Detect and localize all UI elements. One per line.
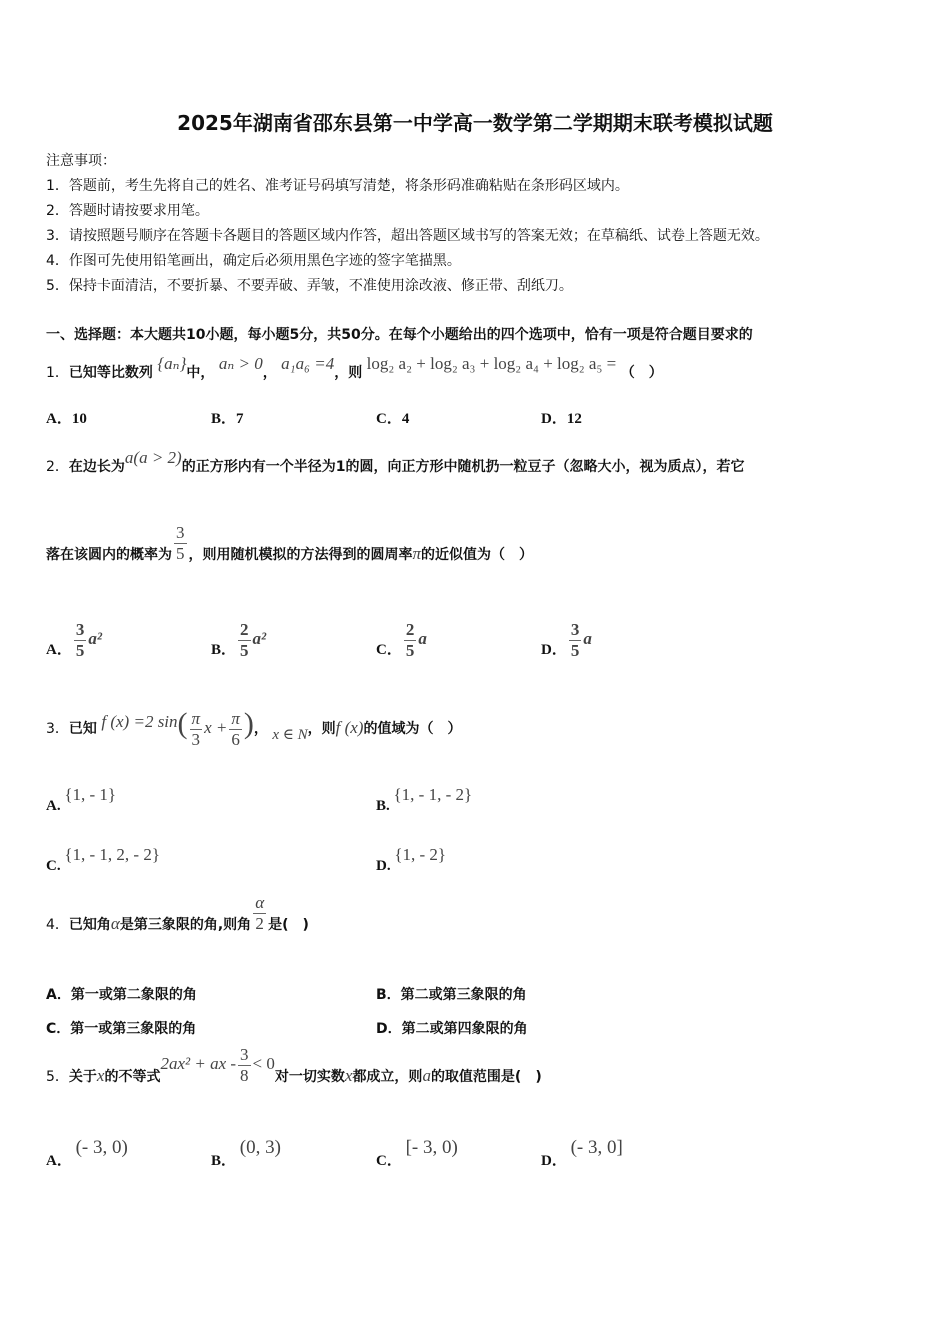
text: 3 bbox=[570, 620, 580, 640]
option-d[interactable] bbox=[541, 615, 592, 664]
text: A． bbox=[46, 987, 71, 1003]
text: a² bbox=[252, 629, 267, 648]
q-text: 中， bbox=[186, 365, 215, 381]
text: π bbox=[231, 708, 240, 728]
option-c[interactable] bbox=[46, 845, 160, 874]
question-5 bbox=[46, 1044, 542, 1101]
q-text: ，则 bbox=[334, 365, 363, 381]
option-d[interactable] bbox=[376, 1019, 528, 1039]
text: a² bbox=[88, 629, 102, 648]
note-item: 4．作图可先使用铅笔画出，确定后必须用黑色字迹的签字笔描黑。 bbox=[46, 253, 461, 269]
text: {1, - 2} bbox=[394, 845, 447, 864]
option-c[interactable] bbox=[376, 615, 427, 664]
text: {1, - 1, 2, - 2} bbox=[64, 845, 160, 864]
text: 第二或第四象限的角 bbox=[401, 1021, 528, 1037]
note-item: 2．答题时请按要求用笔。 bbox=[46, 203, 209, 219]
text: 5 bbox=[176, 543, 185, 563]
text: [- 3, 0) bbox=[405, 1137, 458, 1158]
text: a bbox=[418, 629, 427, 648]
q-text: 的近似值为（ ） bbox=[421, 547, 534, 563]
q-number: 4． bbox=[46, 917, 69, 933]
question-3 bbox=[46, 700, 461, 753]
q-number: 2． bbox=[46, 459, 69, 475]
text: 3 bbox=[176, 522, 185, 542]
question-1 bbox=[46, 354, 663, 383]
text: 是第三象限的角,则角 bbox=[119, 917, 252, 933]
question-4 bbox=[46, 892, 309, 949]
text: 的不等式 bbox=[104, 1069, 161, 1085]
q-text: 的圆，向正方形中随机扔一粒豆子（忽略大小，视为质点），若它 bbox=[345, 459, 745, 475]
fraction bbox=[569, 620, 582, 661]
text: ，则 bbox=[307, 721, 336, 737]
fraction bbox=[74, 620, 87, 661]
q-text: ，则用随机模拟的方法得到的圆周率 bbox=[188, 547, 413, 563]
note-item: 3．请按照题号顺序在答题卡各题目的答题区域内作答，超出答题区域书写的答案无效；在草稿纸、试卷上答题无效。 bbox=[46, 228, 769, 244]
option-c[interactable] bbox=[376, 1137, 458, 1169]
option-a[interactable] bbox=[46, 409, 87, 429]
math: f (x) bbox=[335, 718, 364, 737]
math: aₙ > 0 bbox=[218, 354, 263, 373]
q-text: ， bbox=[262, 365, 277, 381]
option-d[interactable] bbox=[376, 845, 447, 874]
option-d[interactable] bbox=[541, 1137, 623, 1169]
option-value: 12 bbox=[566, 411, 582, 427]
text: C. bbox=[46, 858, 61, 874]
text: 3 bbox=[240, 1044, 249, 1064]
text: < 0 bbox=[252, 1054, 275, 1073]
text: D． bbox=[541, 642, 567, 658]
option-value: 4 bbox=[401, 411, 410, 427]
text: 5 bbox=[75, 641, 85, 661]
math: a₁a₆ =4 bbox=[281, 354, 335, 373]
option-a[interactable] bbox=[46, 785, 117, 814]
q-text: （ ） bbox=[620, 365, 663, 381]
math: a(a > 2) bbox=[124, 448, 182, 467]
text: 已知角 bbox=[68, 917, 111, 933]
text: B． bbox=[211, 642, 237, 658]
option-b[interactable] bbox=[211, 615, 266, 664]
page-title: 2025年湖南省邵东县第一中学高一数学第二学期期末联考模拟试题 bbox=[177, 111, 773, 135]
q-text: 的正方形内有一个半径为 bbox=[181, 459, 336, 475]
text: 是( ) bbox=[268, 917, 309, 933]
text: 的取值范围是( ) bbox=[430, 1069, 542, 1085]
text: 3 bbox=[75, 620, 85, 640]
text: 第一或第二象限的角 bbox=[70, 987, 197, 1003]
text: π bbox=[191, 708, 201, 728]
text: α bbox=[110, 914, 120, 933]
text: 2 bbox=[255, 913, 264, 933]
fraction bbox=[238, 1045, 251, 1086]
option-label: A． bbox=[46, 411, 72, 427]
text: C． bbox=[376, 1153, 402, 1169]
text: A． bbox=[46, 1153, 72, 1169]
fraction bbox=[229, 709, 242, 750]
option-label: D． bbox=[541, 411, 567, 427]
q-text: 已知等比数列 bbox=[68, 365, 153, 381]
text: C． bbox=[376, 642, 402, 658]
q-number: 5． bbox=[46, 1069, 69, 1085]
math-symbol bbox=[160, 1044, 275, 1085]
note-item: 1．答题前，考生先将自己的姓名、准考证号码填写清楚，将条形码准确粘贴在条形码区域内。 bbox=[46, 178, 629, 194]
text: A. bbox=[46, 798, 61, 814]
text: 2 bbox=[405, 620, 415, 640]
q-number: 1． bbox=[46, 365, 69, 381]
option-a[interactable] bbox=[46, 1137, 128, 1169]
text: B． bbox=[376, 987, 401, 1003]
math: π bbox=[412, 544, 422, 563]
text: (- 3, 0) bbox=[75, 1137, 128, 1158]
fraction bbox=[404, 620, 417, 661]
text: 8 bbox=[240, 1065, 249, 1085]
text: 3 bbox=[191, 729, 201, 749]
question-2 bbox=[46, 448, 745, 477]
math-symbol: ( bbox=[177, 707, 188, 740]
q-text: 1 bbox=[335, 459, 346, 475]
text: A． bbox=[46, 642, 72, 658]
text: 5 bbox=[570, 641, 580, 661]
question-2-cont bbox=[46, 522, 534, 579]
text: C． bbox=[46, 1021, 71, 1037]
text: a bbox=[422, 1066, 431, 1085]
text: 关于 bbox=[68, 1069, 97, 1085]
option-value: 10 bbox=[71, 411, 87, 427]
text: 2ax² + ax - bbox=[160, 1054, 237, 1073]
math: log₂ a₂ + log₂ a₃ + log₂ a₄ + log₂ a₅ = bbox=[366, 354, 617, 373]
math-symbol: ) bbox=[243, 707, 254, 740]
text: D． bbox=[376, 1021, 402, 1037]
text: a bbox=[583, 629, 592, 648]
q-number: 3． bbox=[46, 721, 69, 737]
text: ， bbox=[253, 721, 268, 737]
text: 的值域为（ ） bbox=[363, 721, 462, 737]
text: {1, - 1} bbox=[64, 785, 117, 804]
q-text: 已知 bbox=[68, 721, 97, 737]
q-text: 在边长为 bbox=[68, 459, 125, 475]
text: 第一或第三象限的角 bbox=[70, 1021, 197, 1037]
text: {1, - 1, - 2} bbox=[393, 785, 473, 804]
text: x + bbox=[204, 718, 228, 737]
option-c[interactable] bbox=[376, 409, 409, 429]
text: B. bbox=[376, 798, 390, 814]
text: 第二或第三象限的角 bbox=[400, 987, 527, 1003]
notes-heading: 注意事项： bbox=[46, 153, 116, 169]
option-b[interactable] bbox=[211, 1137, 281, 1169]
note-item: 5．保持卡面清洁，不要折暴、不要弄破、弄皱，不准使用涂改液、修正带、刮纸刀。 bbox=[46, 278, 573, 294]
option-a[interactable] bbox=[46, 615, 102, 664]
option-c[interactable] bbox=[46, 1019, 196, 1039]
q-text: 落在该圆内的概率为 bbox=[46, 547, 172, 563]
option-a[interactable] bbox=[46, 985, 197, 1005]
option-value: 7 bbox=[236, 411, 244, 427]
option-d[interactable] bbox=[541, 409, 582, 429]
option-b[interactable] bbox=[376, 985, 527, 1005]
math: f (x) =2 sin bbox=[101, 712, 178, 731]
text: (0, 3) bbox=[239, 1137, 281, 1158]
math: {aₙ} bbox=[157, 354, 187, 373]
text: 5 bbox=[240, 641, 249, 661]
text: B． bbox=[211, 1153, 237, 1169]
text: α bbox=[255, 892, 265, 912]
math: x ∈ N bbox=[272, 727, 308, 743]
text: x bbox=[344, 1066, 353, 1085]
text: 2 bbox=[240, 620, 249, 640]
text: 6 bbox=[231, 729, 240, 749]
text: 对一切实数 bbox=[274, 1069, 345, 1085]
text: 都成立，则 bbox=[352, 1069, 423, 1085]
option-label: B． bbox=[211, 411, 237, 427]
text: x bbox=[96, 1066, 105, 1085]
text: D． bbox=[541, 1153, 567, 1169]
text: D. bbox=[376, 858, 391, 874]
option-label: C． bbox=[376, 411, 402, 427]
text: (- 3, 0] bbox=[570, 1137, 623, 1158]
option-b[interactable] bbox=[211, 409, 244, 429]
option-b[interactable] bbox=[376, 785, 473, 814]
text: 5 bbox=[405, 641, 415, 661]
fraction bbox=[190, 709, 203, 750]
fraction bbox=[238, 620, 251, 661]
section-heading: 一、选择题：本大题共10小题，每小题5分，共50分。在每个小题给出的四个选项中，恰有一项是符合题目要求的 bbox=[46, 327, 753, 343]
fraction bbox=[174, 523, 187, 564]
fraction bbox=[253, 893, 266, 934]
